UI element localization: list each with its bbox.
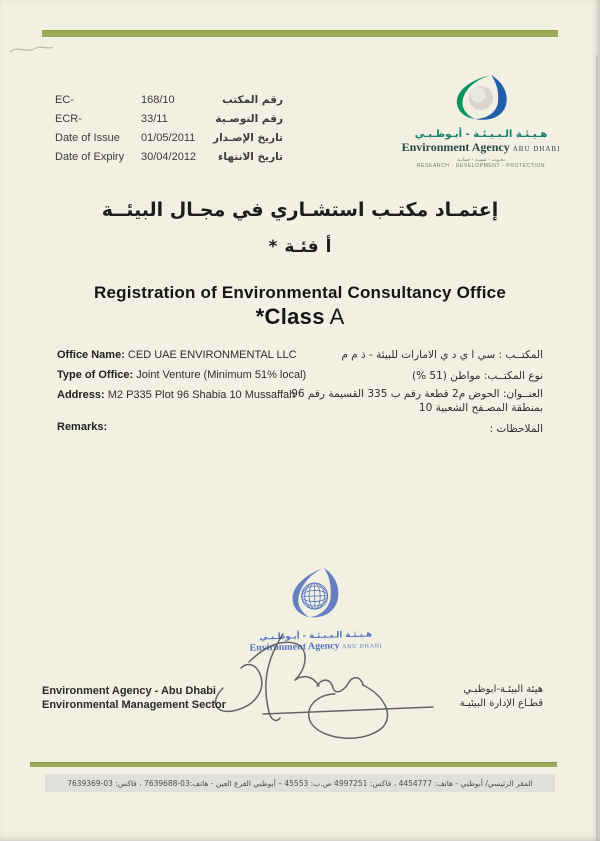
- stamp-name-en-text: Environment Agency: [249, 640, 340, 654]
- office-name-label: Office Name:: [57, 349, 125, 361]
- ref-value: 30/04/2012: [141, 151, 197, 163]
- address-label: Address:: [57, 389, 105, 401]
- ref-label: Date of Issue: [55, 132, 120, 144]
- scan-edge-shadow: [596, 55, 598, 841]
- ead-swirl-icon: [451, 74, 511, 122]
- stamp-city: ABU DHABI: [342, 643, 383, 651]
- signoff-en-line2: Environmental Management Sector: [42, 699, 226, 711]
- signoff-ar-line2: قطـاع الإدارة البيئيـة: [459, 698, 543, 709]
- ref-value: 33/11: [141, 113, 168, 125]
- class-word-arabic: فئـة: [284, 237, 319, 257]
- office-type-row-en: [57, 369, 306, 381]
- signature-scribble: [205, 628, 443, 754]
- class-line-english: [0, 304, 600, 330]
- address-row-ar: العنــوان: الحوض م2 قطعة رقم ب 335 القسيمة رقم 96 بمنطقة المصـفح الشعبية 10: [291, 388, 543, 414]
- office-name-row-ar: المكتــب : سي ا ي د ي الامارات للبيئة - ذ م م: [341, 349, 543, 361]
- signoff-ar-line1: هيئة البيئـة-ابوظبـي: [463, 684, 543, 695]
- logo-city: ABU DHABI: [512, 145, 561, 153]
- address-row-en: [57, 389, 295, 401]
- remarks-row-ar: الملاحظات :: [489, 423, 543, 435]
- logo-name-english: [392, 140, 570, 155]
- office-name-value: CED UAE ENVIRONMENTAL LLC: [127, 349, 297, 361]
- remarks-label: Remarks:: [57, 421, 108, 433]
- class-letter-arabic: أ: [325, 237, 332, 257]
- title-english: Registration of Environmental Consultancy Office: [94, 283, 506, 302]
- stamp-name-arabic: هـيـئـة الـبـيـئـة - أبـوظـبـي: [259, 629, 373, 643]
- agency-logo: [392, 74, 570, 169]
- address-value: M2 P335 Plot 96 Shabia 10 Mussaffah: [107, 389, 296, 401]
- signoff-arabic: [460, 683, 543, 711]
- ref-label-ar: رقم المكتب: [222, 94, 283, 106]
- office-name-row-en: [57, 349, 297, 361]
- footer-green-rule: [30, 762, 557, 767]
- class-star-bold: *Class: [255, 304, 325, 329]
- ref-label: ECR-: [55, 113, 82, 125]
- class-star: *: [268, 237, 278, 257]
- pencil-mark: [8, 42, 56, 56]
- office-type-value: Joint Venture (Minimum 51% local): [136, 369, 307, 381]
- ref-label-ar: تاريخ الإصـدار: [213, 132, 283, 144]
- ref-label-ar: رقم التوصـية: [215, 113, 283, 125]
- top-green-rule: [42, 30, 558, 37]
- remarks-row-en: [57, 421, 107, 433]
- logo-tagline: [392, 157, 570, 169]
- signoff-en-line1: Environment Agency - Abu Dhabi: [42, 685, 216, 697]
- ref-value: 168/10: [141, 94, 175, 106]
- ref-label: Date of Expiry: [55, 151, 125, 163]
- logo-name-en-text: Environment Agency: [401, 140, 510, 154]
- class-line-arabic: [0, 237, 600, 257]
- logo-tagline-en: RESEARCH - DEVELOPMENT - PROTECTION: [416, 163, 546, 169]
- logo-name-arabic: هـيـئـة الـبـيـئـة - أبـوظـبـي: [414, 129, 548, 140]
- ref-value: 01/05/2011: [141, 132, 196, 144]
- footer-contact-strip: [45, 774, 555, 792]
- reference-table: [55, 94, 283, 163]
- title-arabic: إعتمـاد مكتـب استشـاري في مجـال البيئــة: [101, 199, 499, 221]
- class-value: A: [329, 304, 345, 329]
- office-type-label: Type of Office:: [57, 369, 134, 381]
- ead-stamp-icon: [285, 565, 345, 626]
- ref-label-ar: تاريخ الانتهاء: [218, 151, 283, 163]
- office-type-row-ar: نوع المكتــب: مواطن (51 %): [412, 370, 543, 382]
- ref-label: EC-: [55, 94, 74, 106]
- logo-tagline-ar: بحـوث - تنميـة - حمايـة: [457, 157, 505, 163]
- footer-contact-text: المقر الرئيسي/ أبوظبي - هاتف: 4454777 ، فاكس: 4997251 ص.ب: 45553 – أبوظبي الفرع العين - هاتف:03-7639688 ، فاكس: 03-7639369: [67, 778, 533, 788]
- signoff-english: [42, 684, 226, 712]
